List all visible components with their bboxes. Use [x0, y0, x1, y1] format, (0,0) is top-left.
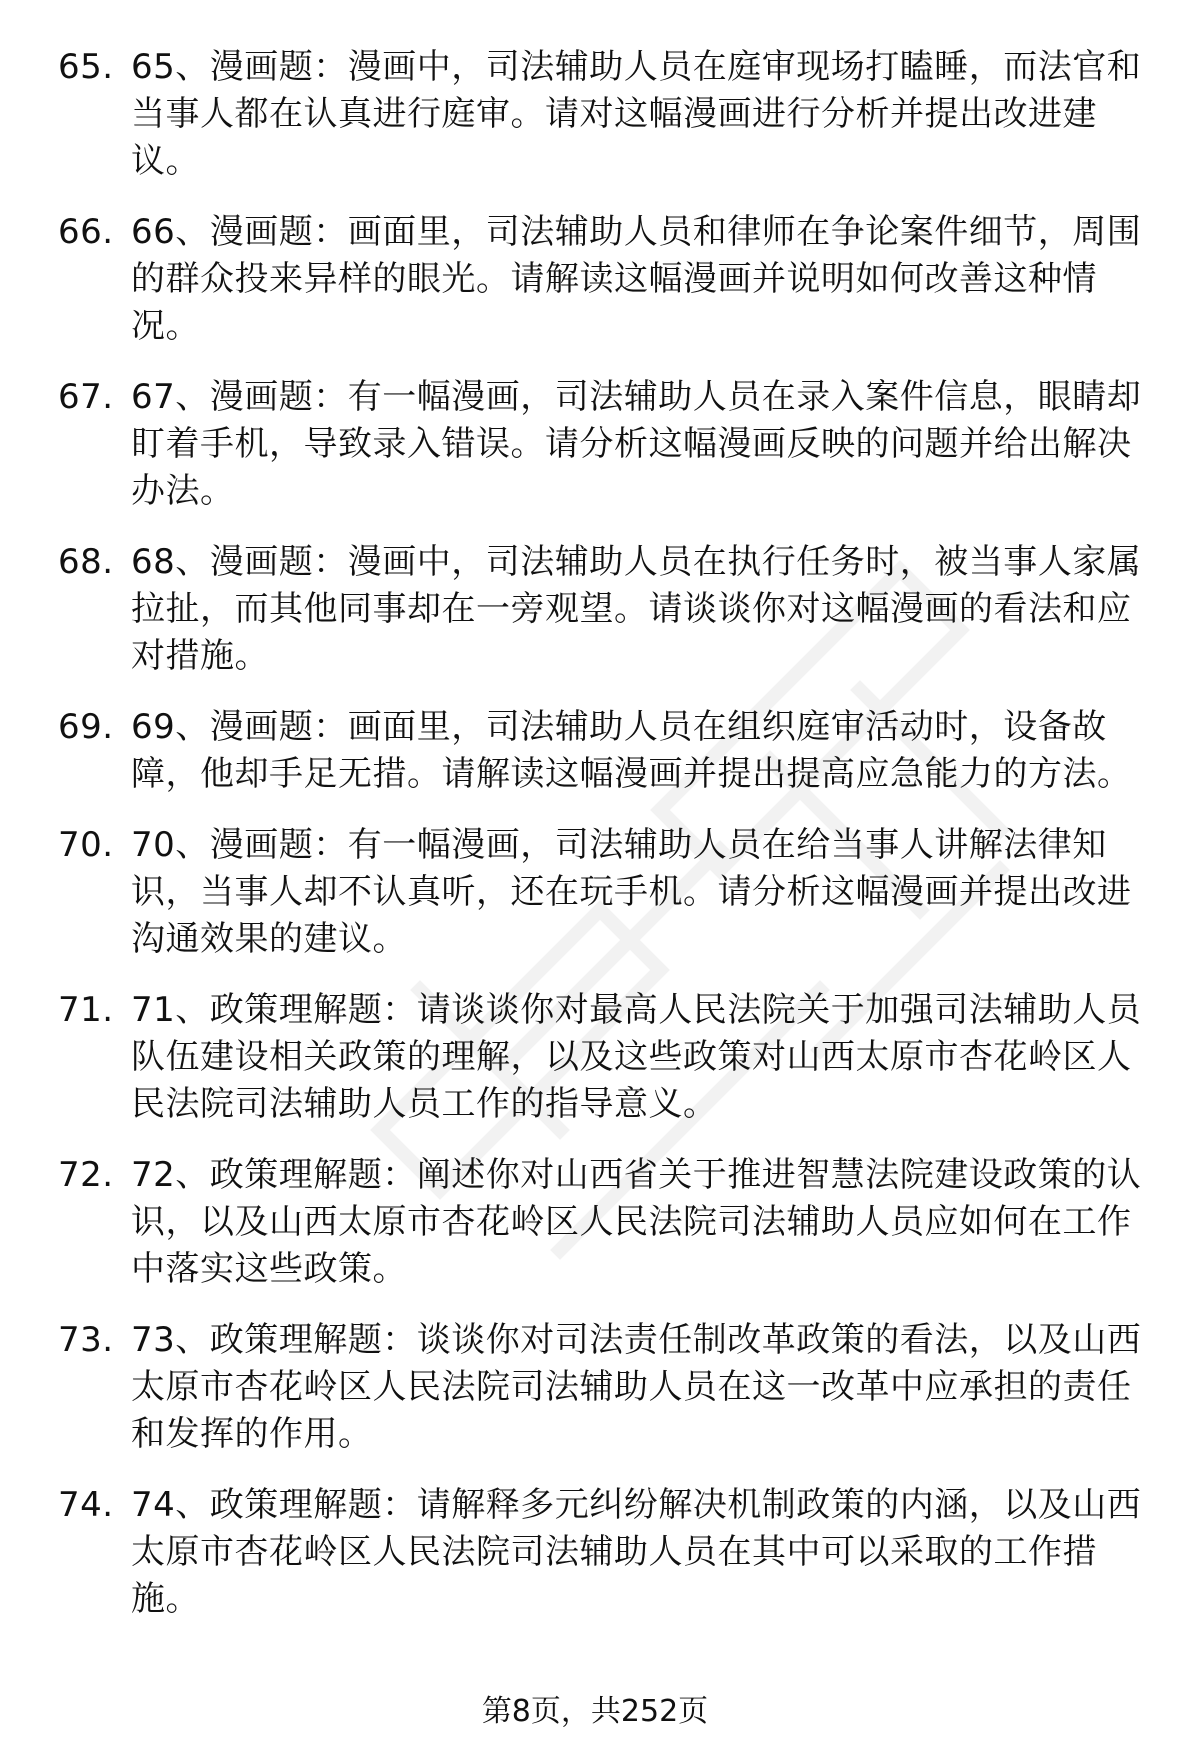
question-item-74 — [58, 1482, 1158, 1623]
question-text: 72、政策理解题：阐述你对山西省关于推进智慧法院建设政策的认识，以及山西太原市杏花岭区人民法院司法辅助人员应如何在工作中落实这些政策。 — [131, 1155, 1142, 1289]
question-item-71 — [58, 987, 1158, 1128]
page-footer: 第8页，共252页 — [481, 1694, 709, 1729]
question-number: 67. — [58, 377, 114, 417]
question-item-69 — [58, 704, 1158, 798]
question-number: 73. — [58, 1320, 114, 1360]
question-list — [58, 44, 1158, 1647]
question-number: 68. — [58, 542, 114, 582]
question-item-67 — [58, 374, 1158, 515]
question-text: 71、政策理解题：请谈谈你对最高人民法院关于加强司法辅助人员队伍建设相关政策的理解，以及这些政策对山西太原市杏花岭区人民法院司法辅助人员工作的指导意义。 — [131, 990, 1142, 1124]
question-number: 72. — [58, 1155, 114, 1195]
question-text: 70、漫画题：有一幅漫画，司法辅助人员在给当事人讲解法律知识，当事人却不认真听，还在玩手机。请分析这幅漫画并提出改进沟通效果的建议。 — [131, 825, 1132, 959]
question-text: 68、漫画题：漫画中，司法辅助人员在执行任务时，被当事人家属拉扯，而其他同事却在一旁观望。请谈谈你对这幅漫画的看法和应对措施。 — [131, 542, 1142, 676]
question-text: 66、漫画题：画面里，司法辅助人员和律师在争论案件细节，周围的群众投来异样的眼光。请解读这幅漫画并说明如何改善这种情况。 — [131, 212, 1142, 346]
question-item-65 — [58, 44, 1158, 185]
question-number: 70. — [58, 825, 114, 865]
question-item-73 — [58, 1317, 1158, 1458]
question-text: 73、政策理解题：谈谈你对司法责任制改革政策的看法，以及山西太原市杏花岭区人民法院司法辅助人员在这一改革中应承担的责任和发挥的作用。 — [131, 1320, 1142, 1454]
question-text: 65、漫画题：漫画中，司法辅助人员在庭审现场打瞌睡，而法官和当事人都在认真进行庭审。请对这幅漫画进行分析并提出改进建议。 — [131, 47, 1142, 181]
question-item-70 — [58, 822, 1158, 963]
question-number: 71. — [58, 990, 114, 1030]
question-number: 65. — [58, 47, 114, 87]
question-item-66 — [58, 209, 1158, 350]
question-text: 67、漫画题：有一幅漫画，司法辅助人员在录入案件信息，眼睛却盯着手机，导致录入错误。请分析这幅漫画反映的问题并给出解决办法。 — [131, 377, 1142, 511]
question-number: 66. — [58, 212, 114, 252]
question-number: 74. — [58, 1485, 114, 1525]
question-item-72 — [58, 1152, 1158, 1293]
question-text: 74、政策理解题：请解释多元纠纷解决机制政策的内涵，以及山西太原市杏花岭区人民法院司法辅助人员在其中可以采取的工作措施。 — [131, 1485, 1142, 1619]
question-text: 69、漫画题：画面里，司法辅助人员在组织庭审活动时，设备故障，他却手足无措。请解读这幅漫画并提出提高应急能力的方法。 — [131, 707, 1132, 794]
question-item-68 — [58, 539, 1158, 680]
question-number: 69. — [58, 707, 114, 747]
